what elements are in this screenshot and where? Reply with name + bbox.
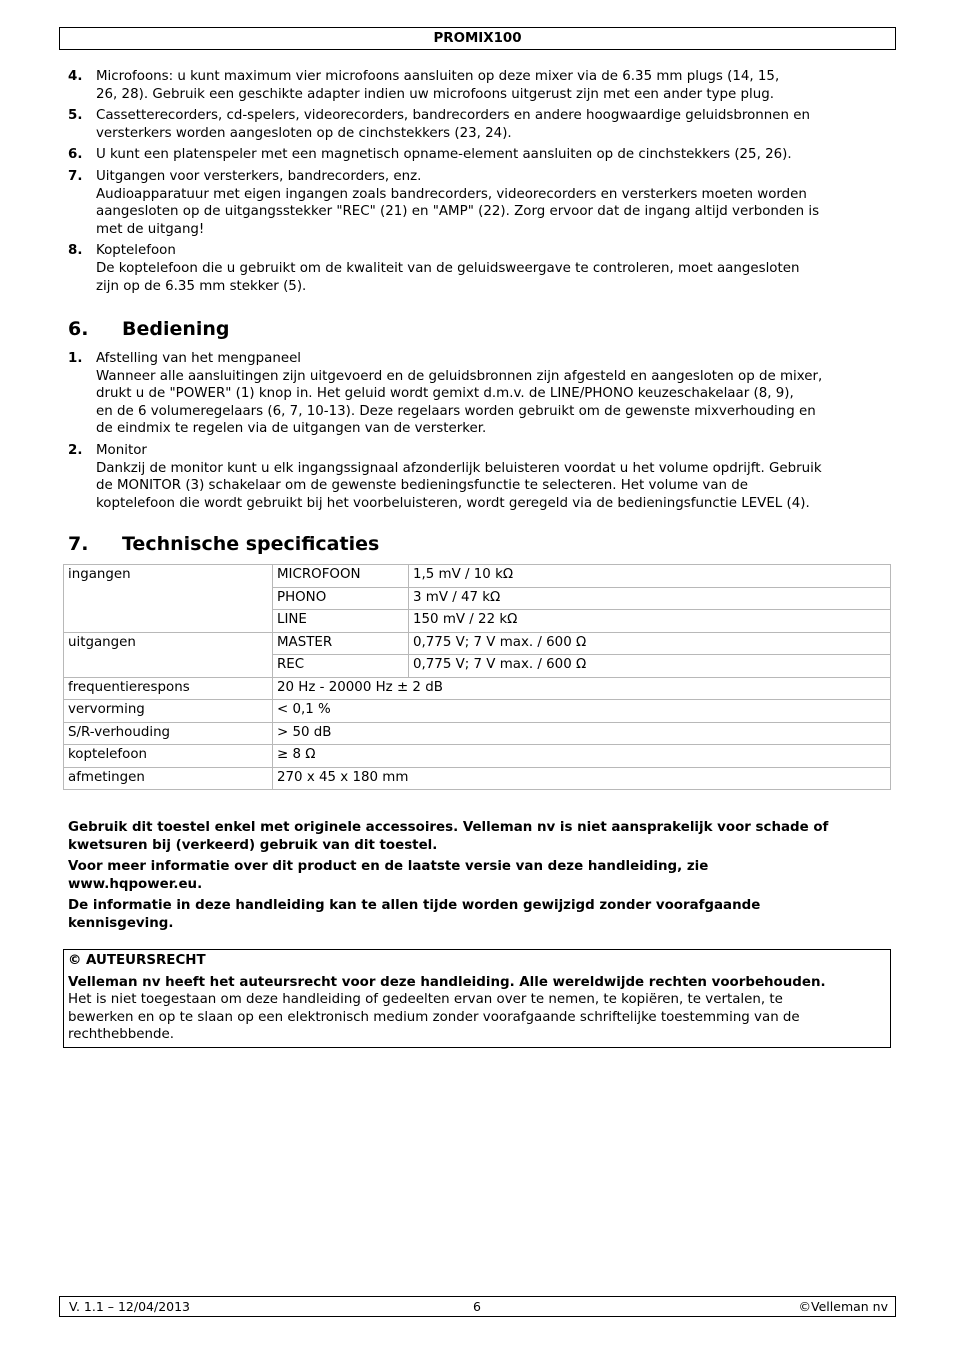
table-row [64,700,891,723]
item-line: koptelefoon die wordt gebruikt bij het voorbeluisteren, wordt geregeld via de bedieningsfunctie LEVEL (4). [96,495,810,511]
item-line: versterkers worden aangesloten op de cinchstekkers (23, 24). [96,125,512,141]
item-number: 1. [68,351,83,366]
spec-value: 3 mV / 47 kΩ [409,587,891,610]
table-row [64,677,891,700]
list-item [68,168,890,238]
table-row [64,767,891,790]
item-line: Wanneer alle aansluitingen zijn uitgevoerd en de geluidsbronnen zijn afgesteld en aangesloten op de mixer, [96,368,823,384]
item-line: Uitgangen voor versterkers, bandrecorders, enz. [96,168,422,184]
list-item [68,68,890,103]
spec-value: ≥ 8 Ω [273,745,891,768]
note-line: Gebruik dit toestel enkel met originele accessoires. Velleman nv is niet aansprakelijk voor schade of [68,820,829,835]
spec-value: 20 Hz - 20000 Hz ± 2 dB [273,677,891,700]
note-paragraph [68,897,890,932]
table-row [64,722,891,745]
spec-value: 0,775 V; 7 V max. / 600 Ω [409,655,891,678]
copyright-text [68,991,886,1044]
item-line: Afstelling van het mengpaneel [96,351,302,366]
note-line: De informatie in deze handleiding kan te allen tijde worden gewijzigd zonder voorafgaande [68,898,761,914]
item-line: met de uitgang! [96,221,205,237]
item-number: 4. [68,69,83,84]
page-footer [59,1296,896,1317]
section-title: Bediening [122,318,230,340]
item-number: 6. [68,147,83,163]
note-line: kennisgeving. [68,915,174,931]
copyright-box [63,949,891,1048]
spec-label: ingangen [64,565,273,633]
item-line: Monitor [96,442,147,458]
table-row [64,745,891,768]
spec-label: vervorming [64,700,273,723]
item-line: Koptelefoon [96,243,176,259]
item-line: Dankzij de monitor kunt u elk ingangssignaal afzonderlijk beluisteren voordat u het volume opdrijft. Gebruik [96,460,822,476]
copyright-line: rechthebbende. [68,1027,174,1043]
spec-sublabel: PHONO [273,587,409,610]
item-line: drukt u de "POWER" (1) knop in. Het geluid wordt gemixt d.m.v. de LINE/PHONO keuzeschakelaar (8, 9), [96,386,794,402]
page-header [59,27,896,50]
item-line: De koptelefoon die u gebruikt om de kwaliteit van de geluidsweergave te controleren, moet aangesloten [96,260,800,276]
note-line: Voor meer informatie over dit product en de laatste versie van deze handleiding, zie [68,859,709,875]
section-heading-bediening [68,318,230,340]
copyright-title: © AUTEURSRECHT [68,953,206,968]
spec-value: > 50 dB [273,722,891,745]
copyright-bold: Velleman nv heeft het auteursrecht voor deze handleiding. Alle wereldwijde rechten voorbehouden. [68,974,826,990]
item-line: 26, 28). Gebruik een geschikte adapter indien uw microfoons uitgerust zijn met een ander type plug. [96,86,775,102]
spec-sublabel: REC [273,655,409,678]
item-line: Audioapparatuur met eigen ingangen zoals bandrecorders, videorecorders en versterkers moeten worden [96,186,807,202]
footer-page-number: 6 [473,1299,481,1314]
operation-list [68,350,890,516]
list-item [68,107,890,142]
spec-value: 0,775 V; 7 V max. / 600 Ω [409,632,891,655]
list-item [68,350,890,438]
item-number: 8. [68,243,83,259]
table-row [64,632,891,655]
footer-version: V. 1.1 – 12/04/2013 [69,1299,191,1314]
header-title: PROMIX100 [433,31,522,46]
spec-label: uitgangen [64,632,273,677]
spec-table [63,564,891,790]
spec-value: < 0,1 % [273,700,891,723]
item-line: zijn op de 6.35 mm stekker (5). [96,278,307,294]
item-line: en de 6 volumeregelaars (6, 7, 10-13). Deze regelaars worden gebruikt om de gewenste mixverhouding en [96,403,816,419]
item-number: 2. [68,442,83,458]
spec-value: 1,5 mV / 10 kΩ [409,565,891,588]
spec-sublabel: MICROFOON [273,565,409,588]
note-line: www.hqpower.eu. [68,876,203,892]
section-title: Technische specificaties [122,533,380,555]
spec-label: koptelefoon [64,745,273,768]
list-item [68,146,890,164]
item-line: Microfoons: u kunt maximum vier microfoons aansluiten op deze mixer via de 6.35 mm plugs (14, 15, [96,69,780,84]
item-number: 7. [68,168,83,184]
note-paragraph [68,819,890,854]
note-line: kwetsuren bij (verkeerd) gebruik van dit toestel. [68,837,438,853]
item-number: 5. [68,108,83,124]
spec-value: 150 mV / 22 kΩ [409,610,891,633]
copyright-line: bewerken en op te slaan op een elektronisch medium zonder voorafgaande schriftelijke toestemming van de [68,1009,800,1025]
copyright-line: Het is niet toegestaan om deze handleiding of gedeelten ervan over te nemen, te kopiëren, te vertalen, te [68,992,783,1008]
section-number: 7. [68,533,89,555]
section-heading-specificaties [68,533,379,555]
footer-copyright: ©Velleman nv [798,1299,888,1314]
item-line: U kunt een platenspeler met een magnetisch opname-element aansluiten op de cinchstekkers (25, 26). [96,147,792,163]
spec-sublabel: MASTER [273,632,409,655]
notes-block [68,819,890,937]
spec-label: afmetingen [64,767,273,790]
item-line: Cassetterecorders, cd-spelers, videorecorders, bandrecorders en andere hoogwaardige geluidsbronnen en [96,108,810,124]
note-paragraph [68,858,890,893]
spec-label: frequentierespons [64,677,273,700]
item-line: aangesloten op de uitgangsstekker "REC" (21) en "AMP" (22). Zorg ervoor dat de ingang altijd verbonden is [96,204,820,220]
section-number: 6. [68,318,89,340]
spec-label: S/R-verhouding [64,722,273,745]
list-item [68,442,890,512]
item-line: de eindmix te regelen via de uitgangen van de versterker. [96,421,487,437]
table-row [64,565,891,588]
spec-value: 270 x 45 x 180 mm [273,767,891,790]
spec-sublabel: LINE [273,610,409,633]
list-item [68,242,890,295]
item-line: de MONITOR (3) schakelaar om de gewenste bedieningsfunctie te selecteren. Het volume van de [96,478,749,494]
connection-list [68,68,890,299]
